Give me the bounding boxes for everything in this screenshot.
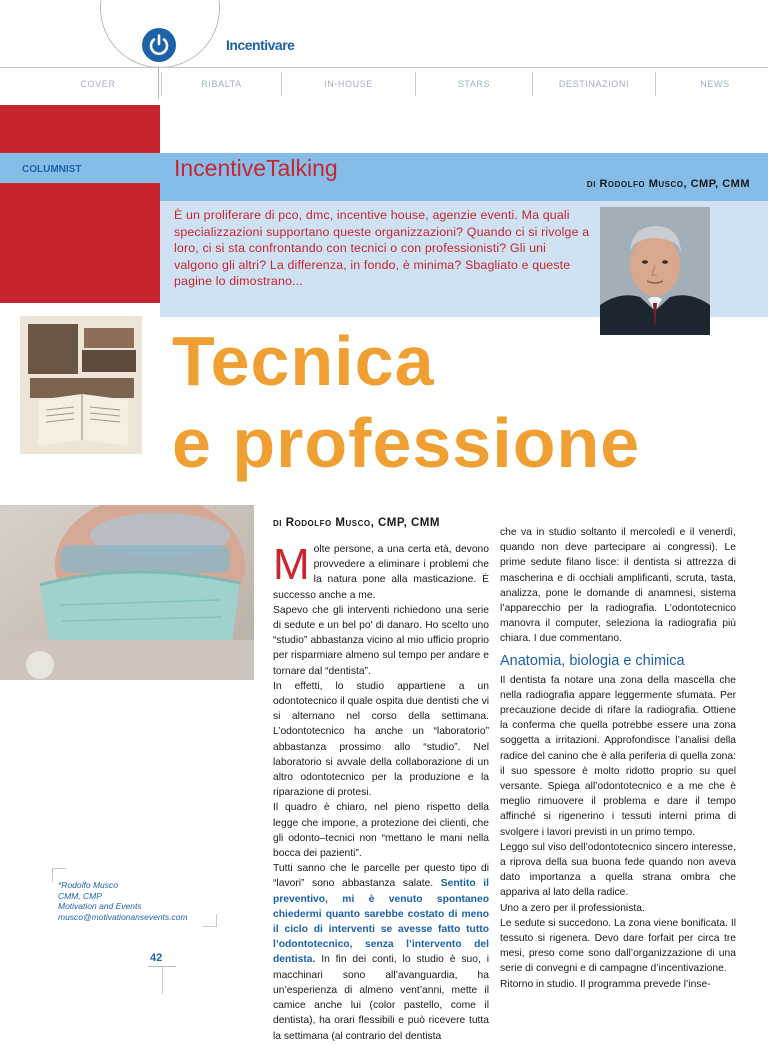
article-column-1 (273, 542, 489, 1044)
author-portrait (600, 207, 710, 335)
article-column-2 (500, 525, 736, 992)
note-bracket-top (52, 868, 66, 869)
nav-news[interactable]: NEWS (700, 79, 730, 89)
top-nav (35, 72, 768, 96)
nav-cover[interactable]: COVER (35, 72, 162, 96)
subheading: Anatomia, biologia e chimica (500, 652, 685, 669)
author-note: *Rodolfo Musco CMM, CMP Motivation and Events musco@motivationansevents.com (58, 880, 188, 922)
intro-text: È un proliferare di pco, dmc, incentive house, agenzie eventi. Ma quali specializzazioni supportano queste organizzazioni? Quando ci si rivolge a loro, ci si sta confrontando con tecnici o con professionisti? Gli uni valgono gli altri? La differenza, in fondo, è minima? Sbagliato e queste pagine lo dimostrano... (174, 208, 590, 288)
highlighted-text: Sentito il preventivo, mi è venuto spontaneo chiedermi quanto sarebbe costato di meno il ciclo di interventi se avesse fatto tutto l’odontotecnico, senza l’intervento del dentista. (273, 878, 489, 966)
paragraph: Il dentista fa notare una zona della mascella che nella radiografia appare leggermente sfumata. Per precauzione decide di rifare la radiografia. Ottiene la conferma che quella potrebbe essere una zona soggetta a irritazioni. Approfondisce l’analisi della radice del canino che è alla periferia di quella zona: il suo spessore è molto ridotto proprio su quel versante. Spiega all’odontotecnico e a me che è meglio rimuovere il problema e dare il tempo affinché si rigenerino i tessuti interni prima di svolgere i lavori previsti in un primo tempo. (500, 674, 736, 838)
brand-logo: Incentivare (226, 37, 295, 53)
red-block-top (0, 105, 160, 153)
power-icon[interactable] (142, 28, 176, 62)
section-byline: di Rodolfo Musco, CMP, CMM (586, 178, 750, 190)
note-bracket-bottom (203, 926, 217, 927)
paragraph: Sapevo che gli interventi richiedono una serie di sedute e un bel po' di danaro. Ho scelto uno “studio” abbastanza vicino al mio ufficio proprio per risparmiare almeno sul tempo per andare e tornare dal “dentista”. (273, 604, 489, 677)
note-bracket-left (52, 868, 53, 882)
paragraph: In effetti, lo studio appartiene a un odontotecnico il quale ospita due dentisti che vi si alternano nel corso della settimana. L’odontotecnico ha anche un “laboratorio” abbastanza prossimo allo “studio”. Nel laboratorio si avvale della collaborazione di un altro odontotecnico per la produzione e la riparazione di protesi. (273, 680, 489, 799)
dentist-photo (0, 505, 254, 680)
books-photo (20, 316, 142, 454)
red-block-side (0, 183, 160, 303)
header-rule (0, 67, 768, 68)
nav-destinazioni[interactable]: DESTINAZIONI (533, 72, 656, 96)
paragraph: Il quadro è chiaro, nel pieno rispetto della legge che impone, a protezione dei clienti, che gli odonto–tecnici non “mettano le mani nella bocca dei pazienti”. (273, 802, 489, 860)
nav-in-house[interactable]: IN-HOUSE (282, 72, 416, 96)
note-bracket-right (216, 914, 217, 926)
article-title-line1: Tecnica (172, 322, 435, 400)
paragraph: Le sedute si succedono. La zona viene bonificata. Il tessuto si rigenera. Devo dare forfait per circa tre mesi, preso come sono dall’organizzazione di una serie di convegni e di campagne d’incentivazione. (500, 917, 736, 975)
paragraph: che va in studio soltanto il mercoledì e il venerdì, quando non deve partecipare ai congressi). Le prime sedute filano lisce: il dentista si attrezza di mascherina e di occhiali amplificanti, scruta, tasta, analizza, pone le domande di anamnesi, sistema l’apparecchio per la radiografia. L’odontotecnico manovra il computer, seleziona la radiografia più chiara. I due commentano. (500, 527, 736, 645)
paragraph: Leggo sul viso dell’odontotecnico sincero interesse, a riprova della sua buona fede quando non aveva dato importanza a quella strana ombra che appariva al lato della radice. (500, 841, 736, 899)
page-number: 42 (150, 952, 163, 964)
paragraph: Molte persone, a una certa età, devono provvedere a eliminare i problemi che la natura pone alla masticazione. È successo anche a me. (273, 540, 489, 601)
nav-stars[interactable]: STARS (416, 72, 533, 96)
paragraph: Tutti sanno che le parcelle per questo tipo di “lavori” sono abbastanza salate. Sentito il preventivo, mi è venuto spontaneo chiedermi quanto sarebbe costato di meno il ciclo di interventi se avesse fatto tutto l’odontotecnico, senza l’intervento del dentista. In fin dei conti, lo studio è suo, i macchinari sono all’avanguardia, ha un’esperienza di almeno vent’anni, mette il camice anche lui (color pastello, come il dentista), ha orari flessibili e può ricevere tutta la settimana (al contrario del dentista (273, 863, 489, 1042)
section-title: IncentiveTalking (174, 155, 338, 181)
paragraph: Ritorno in studio. Il programma prevede l’inse- (500, 978, 711, 990)
section-label: COLUMNIST (22, 164, 82, 175)
drop-cap: M (273, 540, 310, 589)
article-byline: di Rodolfo Musco, CMP, CMM (273, 517, 440, 529)
article-title-line2: e professione (172, 404, 641, 482)
page-tick (162, 966, 163, 994)
nav-ribalta[interactable]: RIBALTA (162, 72, 282, 96)
paragraph: Uno a zero per il professionista. (500, 902, 645, 914)
